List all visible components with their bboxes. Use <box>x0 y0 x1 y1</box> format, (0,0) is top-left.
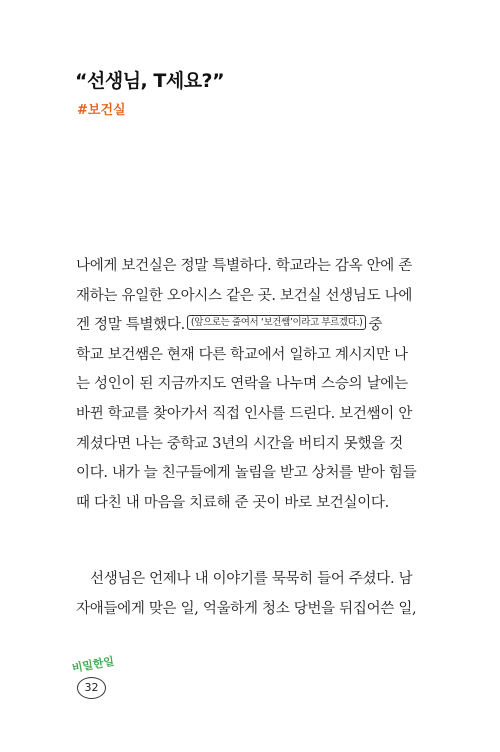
text-line-start: 겐 정말 특별했다. <box>76 317 185 334</box>
text-line: 선생님은 언제나 내 이야기를 묵묵히 들어 주셨다. 남 <box>90 571 413 587</box>
series-logo: 비밀한일 <box>70 654 116 675</box>
chapter-title: “선생님, T세요?” <box>75 70 225 92</box>
text-line: 때 다친 내 마음을 치료해 준 곳이 바로 보건실이다. <box>76 494 389 511</box>
paragraph-1 <box>76 252 417 518</box>
text-line-end: 중 <box>368 317 383 334</box>
text-line: 자애들에게 맞은 일, 억울하게 청소 당번을 뒤집어쓴 일, <box>76 600 417 617</box>
text-line: 는 성인이 된 지금까지도 연락을 나누며 스승의 날에는 <box>76 376 408 393</box>
boxed-note: (앞으로는 줄여서 ‘보건쌤’이라고 부르겠다.) <box>187 315 367 330</box>
text-line: 계셨다면 나는 중학교 3년의 시간을 버티지 못했을 것 <box>76 435 403 452</box>
page-number: 32 <box>77 677 106 699</box>
text-line <box>76 311 406 341</box>
text-line: 나에게 보건실은 정말 특별하다. 학교라는 감옥 안에 존 <box>76 258 413 274</box>
text-line: 학교 보건쌤은 현재 다른 학교에서 일하고 계시지만 나 <box>76 346 408 363</box>
hashtag-label: #보건실 <box>77 103 126 118</box>
text-line: 바뀐 학교를 찾아가서 직접 인사를 드린다. 보건쌤이 안 <box>76 405 413 422</box>
text-line: 이다. 내가 늘 친구들에게 놀림을 받고 상처를 받아 힘들 <box>76 465 417 482</box>
paragraph-2 <box>76 565 417 624</box>
text-line: 재하는 유일한 오아시스 같은 곳. 보건실 선생님도 나에 <box>76 287 413 304</box>
